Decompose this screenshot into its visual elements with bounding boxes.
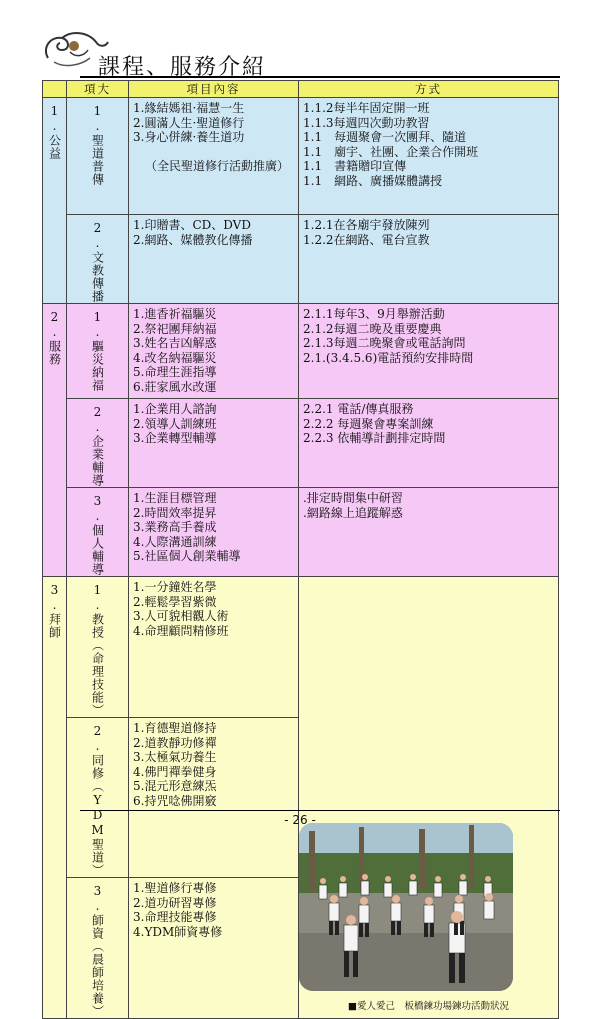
section-label-3: 3.拜師 (43, 577, 67, 1019)
table-row (43, 488, 559, 577)
subcategory-label: 1.教授（命理技能） (67, 577, 129, 718)
method-cell: 2.2.1 電話/傳真服務 2.2.2 每週聚會專案訓練 2.2.3 依輔導計劃排定時間 (299, 399, 559, 488)
method-cell: .排定時間集中研習 .網路線上追蹤解惑 (299, 488, 559, 577)
header-method: 方式 (299, 81, 559, 98)
table-row (43, 399, 559, 488)
method-cell: 1.2.1在各廟宇發放陳列 1.2.2在網路、電台宣教 (299, 215, 559, 304)
items-cell: 1.緣結媽祖·福慧一生 2.圓滿人生·聖道修行 3.身心併練·養生道功 （全民聖道修行活動推廣） (129, 98, 299, 215)
photo-caption: ■愛人愛己 板橋鍊功場鍊功活動狀況 (348, 1001, 509, 1012)
service-table (42, 80, 559, 1019)
footer-rule (80, 810, 560, 811)
subcategory-label: 2.文教傳播 (67, 215, 129, 304)
items-cell: 1.育德聖道修持 2.道教靜功修禪 3.太極氣功養生 4.佛門禪拳健身 5.混元形意練炁 6.持咒唸佛開竅 (129, 718, 299, 878)
items-cell: 1.一分鐘姓名學 2.輕鬆學習紫微 3.人可貌相觀人術 4.命理顧問精修班 (129, 577, 299, 718)
method-cell: 1.1.2每半年固定開一班 1.1.3每週四次動功教習 1.1 每週聚會一次團拜、隨道 1.1 廟宇、社團、企業合作開班 1.1 書籍贈印宣傳 1.1 網路、廣播媒體講授 (299, 98, 559, 215)
page-title: 課程、服務介紹 (98, 55, 267, 80)
section-label-2: 2.服務 (43, 304, 67, 577)
subcategory-label: 2.同修（YDM聖道） (67, 718, 129, 878)
subcategory-label: 3.師資（晨師培養） (67, 878, 129, 1019)
items-cell: 1.生涯目標管理 2.時間效率提昇 3.業務高手養成 4.人際溝通訓練 5.社區個人創業輔導 (129, 488, 299, 577)
items-cell: 1.進香祈福驅災 2.祭祀團拜納福 3.姓名吉凶解惑 4.改名納福驅災 5.命理生涯指導 6.莊家風水改運 (129, 304, 299, 399)
subcategory-label: 2.企業輔導 (67, 399, 129, 488)
header-category: 項大 (67, 81, 129, 98)
table-row (43, 304, 559, 399)
section-label-1: 1.公益 (43, 98, 67, 304)
header-items: 項目內容 (129, 81, 299, 98)
photo-cell (299, 577, 559, 1019)
title-underline (80, 76, 560, 78)
table-row (43, 215, 559, 304)
table-row (43, 98, 559, 215)
table-header-row (43, 81, 559, 98)
items-cell: 1.印贈書、CD、DVD 2.網路、媒體教化傳播 (129, 215, 299, 304)
subcategory-label: 1.驅災納福 (67, 304, 129, 399)
table-row (43, 577, 559, 718)
tai-chi-group-photo (299, 823, 513, 991)
page-number: - 26 - (284, 813, 316, 827)
items-cell: 1.聖道修行專修 2.道功研習專修 3.命理技能專修 4.YDM師資專修 (129, 878, 299, 1019)
subcategory-label: 1.聖道普傳 (67, 98, 129, 215)
header-cell-blank (43, 81, 67, 98)
subcategory-label: 3.個人輔導 (67, 488, 129, 577)
method-cell: 2.1.1每年3、9月舉辦活動 2.1.2每週二晚及重要慶典 2.1.3每週二晚聚會或電話詢問 2.1.(3.4.5.6)電話預約安排時間 (299, 304, 559, 399)
items-cell: 1.企業用人諮詢 2.領導人訓練班 3.企業轉型輔導 (129, 399, 299, 488)
